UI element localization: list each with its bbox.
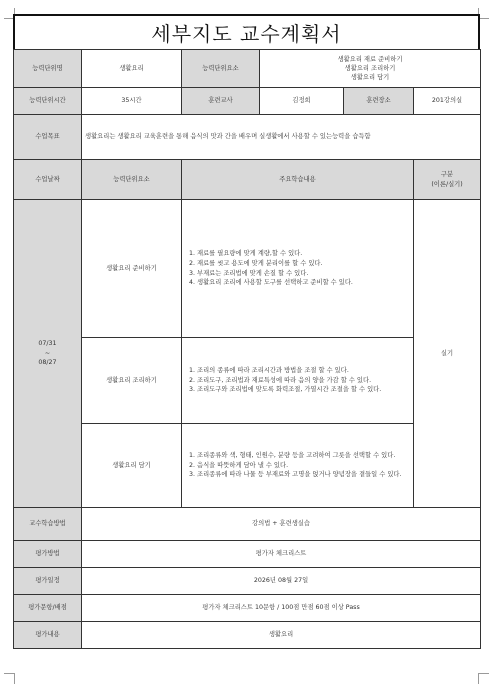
list-item: 4. 생활요리 조리에 사용할 도구를 선택하고 준비할 수 있다. <box>197 278 410 288</box>
unit-element-cell: 생활요리 조리하기 <box>82 338 182 424</box>
period-end: 08/27 <box>38 359 57 367</box>
list-item: 1. 조리종류와 색, 형태, 인원수, 분량 등을 고려하여 그릇을 선택할 수 있다. <box>197 451 410 461</box>
main-content-header: 주요학습내용 <box>182 160 414 200</box>
list-item: 3. 조리종류에 따라 나물 등 부재료와 고명을 얹거나 양념장을 곁들일 수 있다. <box>197 470 410 480</box>
list-item: 1. 조리의 종류에 따라 조리시간과 방법을 조절 할 수 있다. <box>197 366 410 376</box>
unit-content-cell <box>182 200 414 338</box>
competency-element-list <box>260 50 481 88</box>
unit-content-list <box>185 249 410 288</box>
list-item: 2. 조리도구, 조리법과 재료특성에 따라 음의 양을 가감 할 수 있다. <box>197 376 410 386</box>
list-item: 2. 음식을 따뜻하게 담아 낼 수 있다. <box>197 461 410 471</box>
eval-criteria-label: 평가문항/배점 <box>14 595 82 622</box>
competency-element-item: 생활요리 담기 <box>350 74 390 82</box>
class-period-cell <box>14 200 82 508</box>
competency-unit-value: 생활요리 <box>82 50 182 88</box>
teaching-method-label: 교수학습방법 <box>14 508 82 541</box>
competency-element-header: 능력단위요소 <box>82 160 182 200</box>
period-separator: ~ <box>44 349 51 357</box>
crop-mark <box>478 673 489 684</box>
category-header-sub: (이론/실기) <box>431 180 463 188</box>
training-place-value: 201강의실 <box>414 88 481 115</box>
unit-content-list <box>185 366 410 395</box>
objective-label: 수업목표 <box>14 115 82 160</box>
competency-unit-label: 능력단위명 <box>14 50 82 88</box>
eval-date-value: 2026년 08월 27일 <box>82 568 481 595</box>
competency-hours-label: 능력단위시간 <box>14 88 82 115</box>
eval-content-label: 평가내용 <box>14 622 82 649</box>
objective-text: 생활요리는 생활요리 교육훈련을 통해 음식의 맛과 간을 배우며 실생활에서 사용할 수 있는능력을 습득함 <box>82 115 481 160</box>
unit-element-cell: 생활요리 담기 <box>82 424 182 508</box>
teaching-method-value: 강의법 + 훈련생실습 <box>82 508 481 541</box>
category-value: 실기 <box>414 200 481 508</box>
eval-date-label: 평가일정 <box>14 568 82 595</box>
eval-criteria-value: 평가자 체크리스트 10문항 / 100점 만점 60점 이상 Pass <box>82 595 481 622</box>
eval-content-value: 생활요리 <box>82 622 481 649</box>
period-start: 07/31 <box>38 340 57 348</box>
unit-content-list <box>185 451 410 480</box>
crop-mark <box>4 673 15 684</box>
eval-method-value: 평가자 체크리스트 <box>82 541 481 568</box>
class-date-header: 수업날짜 <box>14 160 82 200</box>
competency-element-item: 생활요리 재료 준비하기 <box>337 55 403 63</box>
competency-element-item: 생활요리 조리하기 <box>344 64 396 72</box>
category-header <box>414 160 481 200</box>
unit-element-cell: 생활요리 준비하기 <box>82 200 182 338</box>
list-item: 3. 조리도구와 조리법에 맞도록 화력조절, 가열시간 조절을 할 수 있다. <box>197 385 410 395</box>
category-header-label: 구분 <box>440 171 454 179</box>
list-item: 1. 재료를 필요량에 맞게 계량,할 수 있다. <box>197 249 410 259</box>
list-item: 3. 부재료는 조리법에 맞게 손질 할 수 있다. <box>197 269 410 279</box>
training-place-label: 훈련장소 <box>344 88 414 115</box>
eval-method-label: 평가방법 <box>14 541 82 568</box>
lesson-plan-table <box>13 49 481 649</box>
list-item: 2. 재료를 씻고 용도에 맞게 분리이를 할 수 있다. <box>197 259 410 269</box>
instructor-value: 김정희 <box>260 88 344 115</box>
competency-element-label: 능력단위요소 <box>182 50 260 88</box>
instructor-label: 훈련교사 <box>182 88 260 115</box>
competency-hours-value: 35시간 <box>82 88 182 115</box>
unit-content-cell <box>182 338 414 424</box>
page-title: 세부지도 교수계획서 <box>13 14 480 50</box>
unit-content-cell <box>182 424 414 508</box>
